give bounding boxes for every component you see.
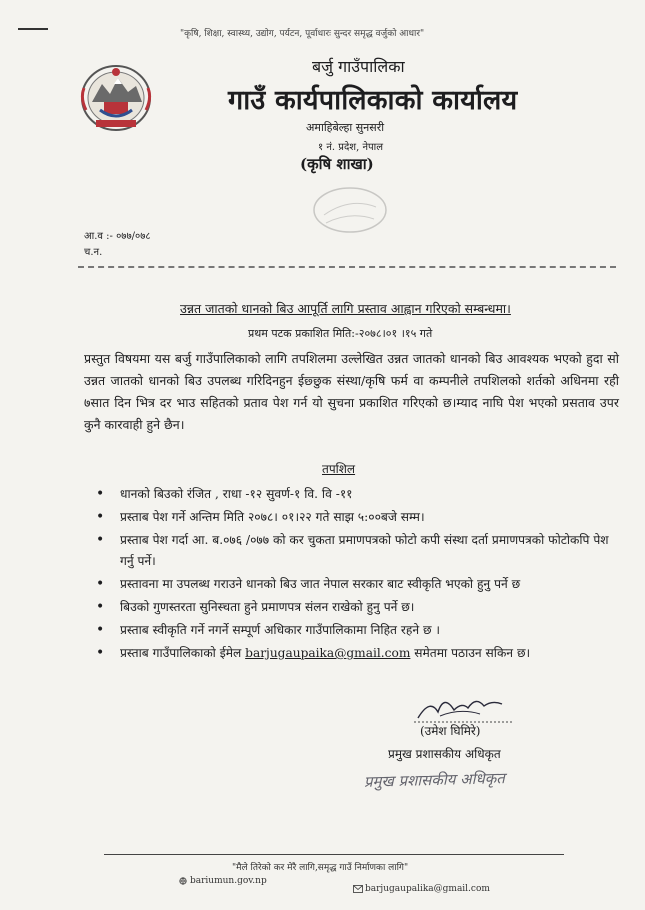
condition-item-email — [96, 643, 621, 664]
notice-subject: उन्नत जातको धानको बिउ आपूर्ति लागि प्रस्ताव आह्वान गरिएको सम्बन्धमा। — [180, 301, 511, 316]
address-line-2: १ नं. प्रदेश, नेपाल — [318, 142, 384, 153]
notice-body: प्रस्तुत विषयमा यस बर्जु गाउँपालिकाको लागि तपशिलमा उल्लेखित उन्नत जातको धानको बिउ आवश्यक भएको हुदा सो उन्नत जातको धानको बिउ उपलब्ध गरिदिनहुन ईछ्छुक संस्था/कृषि फर्म वा कम्पनीले तपशिलको शर्तको अधिनमा रही ७सात दिन भित्र दर भाउ सहितको प्रताव पेश गर्न यो सुचना प्रकाशित गरिएको छ।म्याद नाघि पेश भएको प्रसताव उपर कुनै कारवाही हुने छैन। — [84, 351, 619, 432]
condition-item: • प्रस्ताब पेश गर्दा आ. ब.०७६ /०७७ को कर चुकता प्रमाणपत्रको फोटो कपी संस्था दर्ता प्रमाणपत्रको फोटोकपि पेश गर्नु पर्ने। — [96, 530, 621, 572]
handwritten-signature — [410, 688, 520, 726]
address-line-1: अमाहिबेल्हा सुनसरी — [306, 121, 385, 134]
header-motto: "कृषि, शिक्षा, स्वास्थ्य, उद्योग, पर्यटन, पूर्वाधारः सुन्दर समृद्ध वर्जुको आधार" — [180, 29, 425, 39]
condition-item: • प्रस्ताब पेश गर्ने अन्तिम मिति २०७८। ०१।२२ गते साझ ५:००बजे सम्म। — [96, 507, 621, 528]
nepal-government-emblem-icon — [74, 58, 158, 134]
condition-item: • धानको बिउको रंजित , राधा -१२ सुवर्ण-१ वि. वि -११ — [96, 484, 621, 505]
footer-rule — [104, 854, 564, 855]
header-divider — [78, 266, 616, 268]
email-text[interactable]: barjugaupalika@gmail.com — [365, 884, 490, 894]
email-link[interactable]: barjugaupaika@gmail.com — [245, 646, 411, 660]
condition-item: • बिउको गुणस्तरता सुनिस्चता हुने प्रमाणपत्र संलन राखेको हुनु पर्ने छ। — [96, 597, 621, 618]
fiscal-year-ref: आ.व :- ०७७/०७८ — [84, 231, 151, 242]
footer-email — [353, 884, 490, 894]
publish-date: प्रथम पटक प्रकाशित मिति:-२०७८।०१ ।१५ गते — [248, 327, 433, 340]
envelope-icon — [353, 885, 363, 893]
conditions-list — [96, 484, 621, 666]
faint-office-stamp — [310, 185, 390, 235]
footer-motto: "मैले तिरेको कर मेरै लागि,समृद्ध गाउँ निर्माणका लागि" — [232, 863, 409, 873]
schedule-heading: तपशिल — [322, 462, 356, 476]
footer-website — [178, 876, 267, 886]
signer-name: (उमेश घिमिरे) — [420, 724, 481, 738]
website-text[interactable]: bariumun.gov.np — [190, 876, 267, 886]
email-condition-prefix: प्रस्ताब गाउँपालिकाको ईमेल — [120, 646, 242, 660]
top-corner-rule — [18, 28, 48, 30]
globe-icon — [178, 877, 188, 885]
dispatch-number: च.न. — [84, 247, 103, 258]
branch-name: (कृषि शाखा) — [300, 155, 374, 173]
signer-title: प्रमुख प्रशासकीय अधिकृत — [388, 747, 501, 761]
org-name: बर्जु गाउँपालिका — [312, 57, 405, 76]
email-condition-suffix: समेतमा पठाउन सकिन छ। — [414, 646, 531, 660]
designation-stamp: प्रमुख प्रशासकीय अधिकृत — [363, 769, 506, 791]
condition-item: • प्रस्ताब स्वीकृति गर्ने नगर्ने सम्पूर्ण अधिकार गाउँपालिकामा निहित रहने छ । — [96, 620, 621, 641]
office-title: गाउँ कार्यपालिकाको कार्यालय — [228, 85, 518, 116]
condition-item: • प्रस्तावना मा उपलब्ध गराउने धानको बिउ जात नेपाल सरकार बाट स्वीकृति भएको हुनु पर्ने छ — [96, 574, 621, 595]
